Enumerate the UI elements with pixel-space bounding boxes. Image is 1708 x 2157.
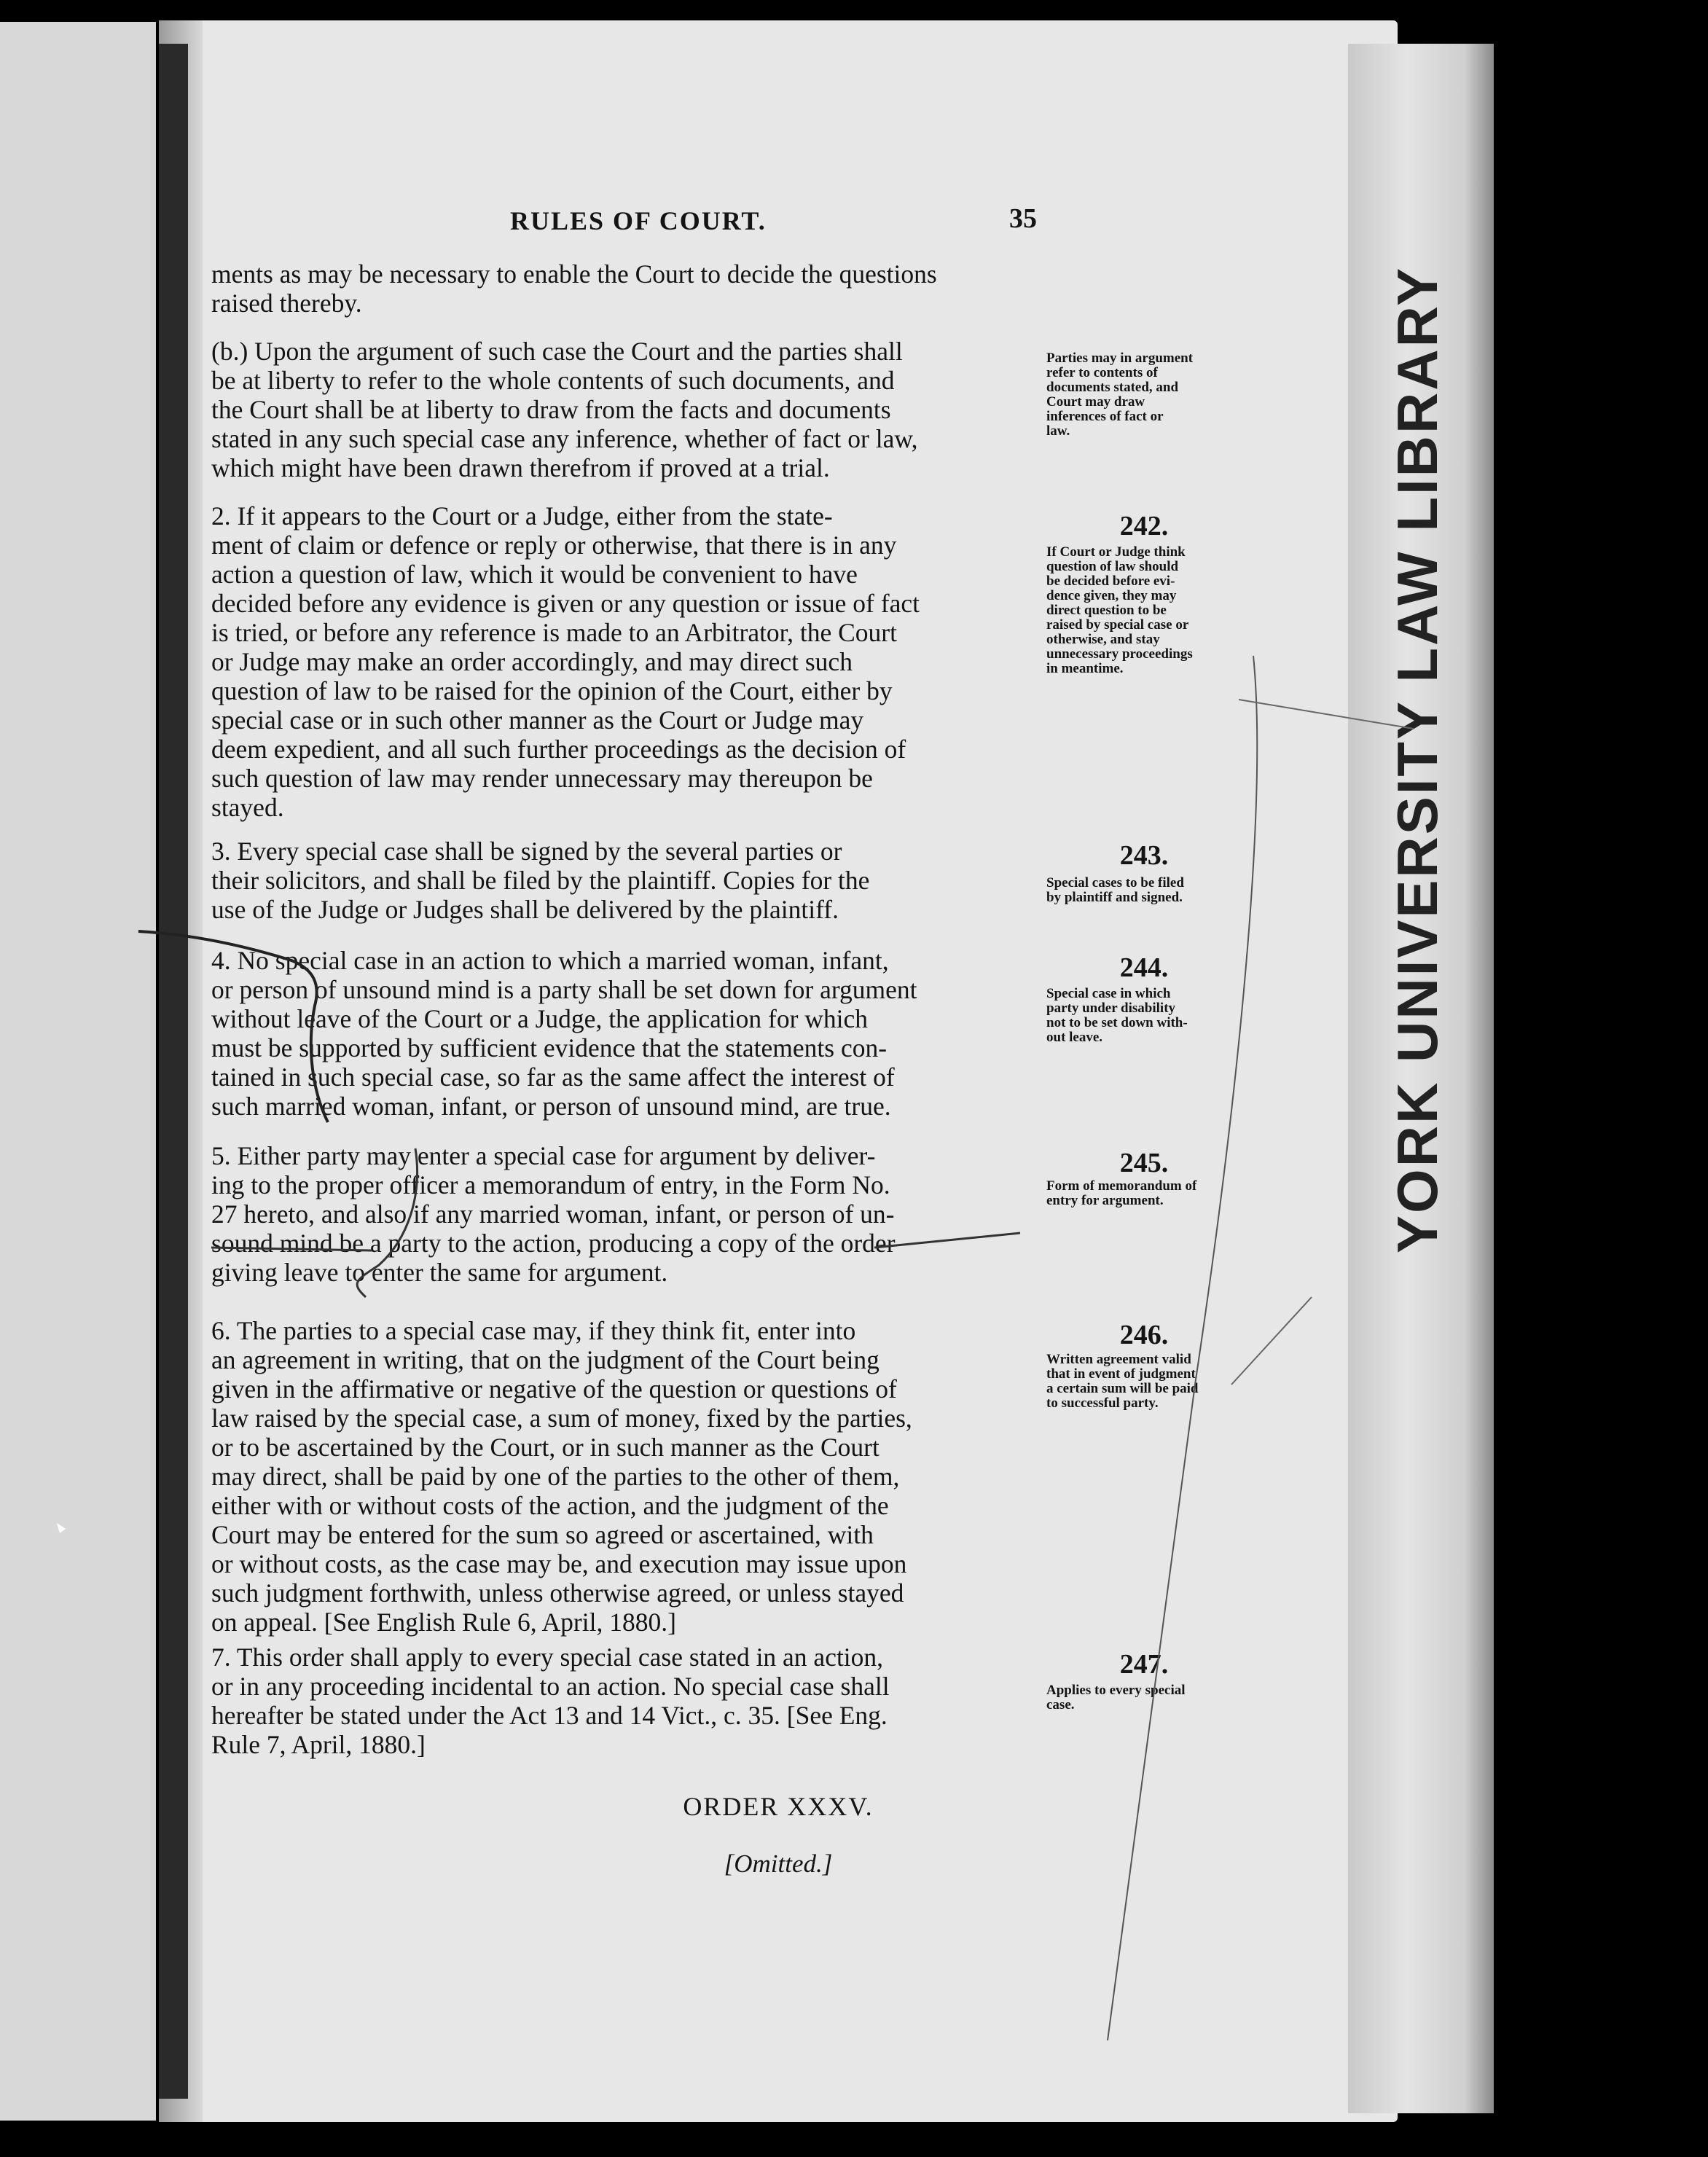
paragraph-6: 6. The parties to a special case may, if they think fit, enter into an agreement in writing, that on the judgment of the Court being given in the affirmative or negative of the question or questions of law raised by the special case, a sum of money, fixed by the parties, or to be ascertained by the Court, or in such manner as the Court may direct, shall be paid by one of the parties to the other of them, either with or without costs of the action, and the judgment of the Court may be entered for the sum so agreed or ascertained, with or without costs, as the case may be, and execution may issue upon such judgment forthwith, unless otherwise agreed, or unless stayed on appeal. [See English Rule 6, April, 1880.]	[211, 1316, 912, 1637]
rule-number-246: 246.	[1119, 1320, 1169, 1350]
paragraph-3: 3. Every special case shall be signed by the several parties or their solicitors, and shall be filed by the plaintiff. Copies for the use of the Judge or Judges shall be delivered by the plaintiff.	[211, 837, 870, 924]
paragraph-5: 5. Either party may enter a special case for argument by deliver- ing to the proper officer a memorandum of entry, in the Form No. 27 hereto, and also if any married woman, infant, or person of un- sound mind be a party to the action, producing a copy of the order giving leave to enter the same for argument.	[211, 1141, 896, 1287]
paragraph-b: (b.) Upon the argument of such case the Court and the parties shall be at liberty to refer to the whole contents of such documents, and the Court shall be at liberty to draw from the facts and documents stated in any such special case any inference, whether of fact or law, which might have been drawn therefrom if proved at a trial.	[211, 337, 918, 482]
margin-note-245: Form of memorandum of entry for argument.	[1046, 1178, 1197, 1208]
rule-number-243: 243.	[1119, 840, 1169, 871]
margin-note-247: Applies to every special case.	[1046, 1683, 1186, 1712]
rule-number-245: 245.	[1119, 1148, 1169, 1178]
margin-note-argument: Parties may in argument refer to contents of documents stated, and Court may draw inferences of fact or law.	[1046, 351, 1194, 439]
rule-number-247: 247.	[1119, 1649, 1169, 1680]
binding-shadow	[159, 44, 188, 2099]
page-number: 35	[1009, 203, 1037, 234]
paragraph-7: 7. This order shall apply to every special case stated in an action, or in any proceeding incidental to an action. No special case shall hereafter be stated under the Act 13 and 14 Vict., c. 35. [See Eng. Rule 7, April, 1880.]	[211, 1643, 890, 1759]
margin-note-243: Special cases to be filed by plaintiff and signed.	[1046, 875, 1184, 905]
rule-number-242: 242.	[1119, 511, 1169, 541]
margin-note-244: Special case in which party under disability not to be set down with- out leave.	[1046, 986, 1188, 1045]
library-stamp: YORK UNIVERSITY LAW LIBRARY	[1385, 265, 1449, 1253]
rule-number-244: 244.	[1119, 952, 1169, 983]
facing-page-edge	[0, 22, 156, 2121]
paragraph-4: 4. No special case in an action to which a married woman, infant, or person of unsound mind is a party shall be set down for argument without leave of the Court or a Judge, the application for which must be supported by sufficient evidence that the statements con- tained in such special case, so far as the same affect the interest of such married woman, infant, or person of unsound mind, are true.	[211, 946, 917, 1121]
margin-note-246: Written agreement valid that in event of judgment a certain sum will be paid to successful party.	[1046, 1352, 1199, 1411]
running-header: RULES OF COURT.	[510, 206, 767, 235]
order-title: ORDER XXXV.	[683, 1792, 874, 1821]
paragraph-2: 2. If it appears to the Court or a Judge, either from the state- ment of claim or defence or reply or otherwise, that there is in any action a question of law, which it would be convenient to have decided before any evidence is given or any question or issue of fact is tried, or before any reference is made to an Arbitrator, the Court or Judge may make an order accordingly, and may direct such question of law to be raised for the opinion of the Court, either by special case or in such other manner as the Court or Judge may deem expedient, and all such further proceedings as the decision of such question of law may render unnecessary may thereupon be stayed.	[211, 501, 920, 822]
order-status: [Omitted.]	[724, 1849, 833, 1878]
paragraph-continuation: ments as may be necessary to enable the Court to decide the questions raised thereby.	[211, 259, 937, 318]
margin-note-242: If Court or Judge think question of law should be decided before evi- dence given, they may direct question to be raised by special case or otherwise, and stay unnecessary proceedings in meantime.	[1046, 544, 1193, 676]
